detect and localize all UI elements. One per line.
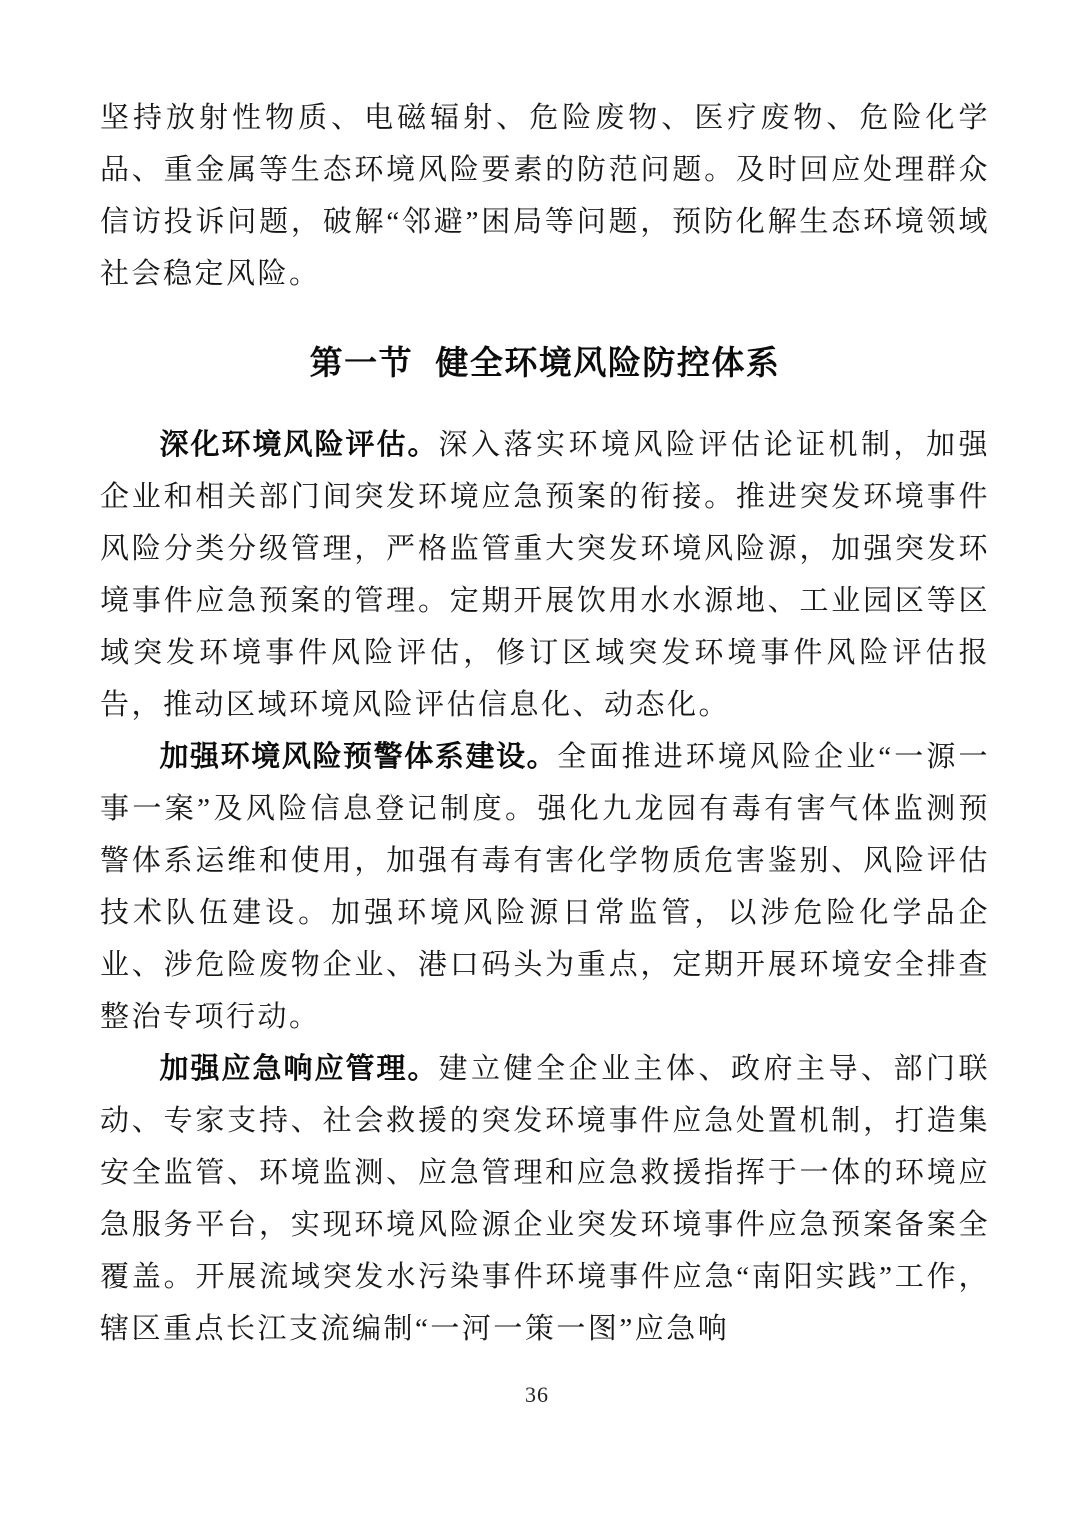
paragraph-lead-emergency-response: 加强应急响应管理。 bbox=[159, 1053, 439, 1085]
paragraph-lead-early-warning: 加强环境风险预警体系建设。 bbox=[159, 741, 558, 773]
page-number: 36 bbox=[525, 1382, 549, 1407]
paragraph-risk-assessment bbox=[100, 419, 990, 731]
paragraph-intro-continuation: 坚持放射性物质、电磁辐射、危险废物、医疗废物、危险化学品、重金属等生态环境风险要素的防范问题。及时回应处理群众信访投诉问题，破解“邻避”困局等问题，预防化解生态环境领域社会稳定风险。 bbox=[100, 102, 990, 290]
paragraph-emergency-response bbox=[100, 1043, 990, 1355]
page-content bbox=[100, 92, 990, 1355]
section-heading: 第一节 健全环境风险防控体系 bbox=[309, 344, 781, 381]
paragraph-body-risk-assessment: 深入落实环境风险评估论证机制，加强企业和相关部门间突发环境应急预案的衔接。推进突发环境事件风险分类分级管理，严格监管重大突发环境风险源，加强突发环境事件应急预案的管理。定期开展饮用水水源地、工业园区等区域突发环境事件风险评估，修订区域突发环境事件风险评估报告，推动区域环境风险评估信息化、动态化。 bbox=[100, 429, 990, 721]
paragraph-lead-risk-assessment: 深化环境风险评估。 bbox=[159, 429, 439, 461]
paragraph-early-warning bbox=[100, 731, 990, 1043]
paragraph-body-early-warning: 全面推进环境风险企业“一源一事一案”及风险信息登记制度。强化九龙园有毒有害气体监测预警体系运维和使用，加强有毒有害化学物质危害鉴别、风险评估技术队伍建设。加强环境风险源日常监管，以涉危险化学品企业、涉危险废物企业、港口码头为重点，定期开展环境安全排查整治专项行动。 bbox=[100, 741, 990, 1033]
paragraph-body-emergency-response: 建立健全企业主体、政府主导、部门联动、专家支持、社会救援的突发环境事件应急处置机制，打造集安全监管、环境监测、应急管理和应急救援指挥于一体的环境应急服务平台，实现环境风险源企业突发环境事件应急预案备案全覆盖。开展流域突发水污染事件环境事件应急“南阳实践”工作，辖区重点长江支流编制“一河一策一图”应急响 bbox=[100, 1053, 990, 1345]
